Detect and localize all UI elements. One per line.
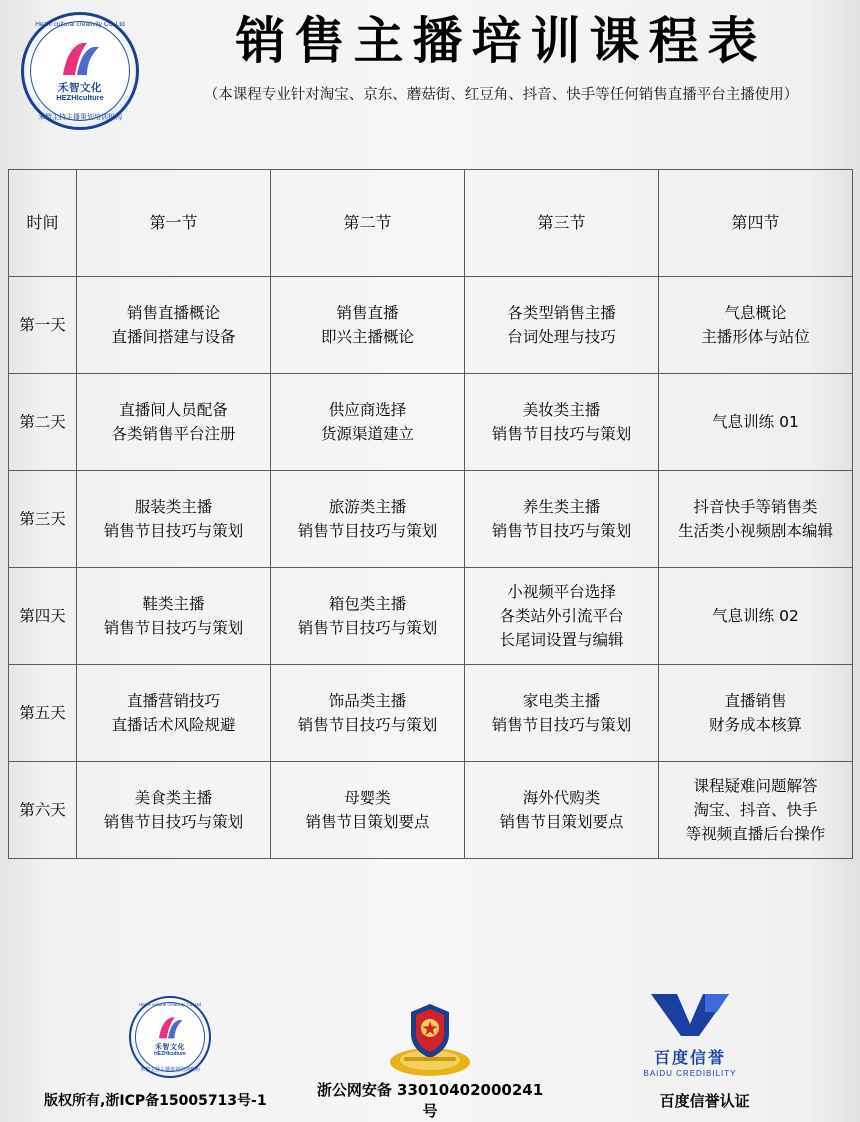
schedule-cell [465, 568, 659, 665]
baidu-v-icon [647, 992, 733, 1038]
swoosh-icon [57, 39, 103, 79]
schedule-cell-line: 销售节目技巧与策划 [297, 522, 438, 540]
schedule-cell [77, 374, 271, 471]
schedule-cell-line: 直播间人员配备 [119, 400, 228, 419]
hezhi-logo-icon-small [129, 996, 211, 1078]
schedule-cell-line: 销售节目策划要点 [305, 813, 430, 831]
police-record-text: 浙公网安备 33010402000241号 [316, 1081, 544, 1120]
page-header [0, 0, 860, 125]
day-label-cell: 第二天 [9, 374, 77, 471]
schedule-cell-line: 美妆类主播 [522, 400, 601, 419]
schedule-cell-line: 销售节目技巧与策划 [491, 425, 632, 443]
schedule-cell-line: 直播话术风险规避 [111, 716, 236, 734]
schedule-cell [659, 665, 853, 762]
baidu-label-cn: 百度信誉 [653, 1048, 726, 1067]
schedule-cell [659, 568, 853, 665]
footer-badge-hezhi [70, 996, 270, 1078]
schedule-cell-line: 财务成本核算 [708, 716, 802, 734]
schedule-cell-line: 各类型销售主播 [507, 303, 616, 322]
schedule-cell [77, 568, 271, 665]
schedule-cell [271, 762, 465, 859]
brand-logo-wrap [0, 8, 160, 130]
schedule-cell-line: 抖音快手等销售类 [693, 497, 818, 516]
schedule-cell-line: 供应商选择 [328, 400, 407, 419]
schedule-cell-line: 销售直播 [336, 303, 399, 322]
hezhi-logo-icon [21, 12, 139, 130]
day-label-cell: 第四天 [9, 568, 77, 665]
schedule-cell-line: 销售节目技巧与策划 [491, 522, 632, 540]
schedule-cell [271, 471, 465, 568]
schedule-cell-line: 箱包类主播 [328, 594, 407, 613]
column-header-period-1: 第一节 [77, 170, 271, 277]
schedule-cell [271, 277, 465, 374]
schedule-cell-line: 家电类主播 [522, 691, 601, 710]
schedule-cell-line: 即兴主播概论 [320, 328, 414, 346]
logo-name-en-small: HEZHIculture [154, 1051, 186, 1057]
column-header-period-4: 第四节 [659, 170, 853, 277]
table-row [9, 762, 853, 859]
schedule-cell [465, 762, 659, 859]
schedule-cell [465, 471, 659, 568]
schedule-cell-line: 小视频平台选择 [507, 582, 616, 601]
schedule-cell-line: 货源渠道建立 [320, 425, 414, 443]
footer-badges [0, 982, 860, 1078]
schedule-cell [77, 762, 271, 859]
schedule-cell-line: 课程疑难问题解答 [693, 776, 818, 795]
table-row [9, 665, 853, 762]
schedule-cell-line: 生活类小视频剧本编辑 [677, 522, 833, 540]
table-row [9, 374, 853, 471]
table-row [9, 568, 853, 665]
copyright-text: 版权所有,浙ICP备15005713号-1 [44, 1093, 267, 1109]
schedule-cell-line: 等视频直播后台操作 [685, 825, 826, 843]
footer-badge-police [330, 1000, 530, 1078]
schedule-cell [659, 471, 853, 568]
baidu-label-en: BAIDU CREDIBILITY [643, 1069, 737, 1078]
title-block [160, 8, 860, 104]
schedule-cell-line: 直播间搭建与设备 [111, 328, 236, 346]
schedule-cell-line: 主播形体与站位 [701, 328, 810, 346]
day-label-cell: 第一天 [9, 277, 77, 374]
schedule-cell-line: 销售直播概论 [126, 303, 220, 322]
schedule-cell-line: 销售节目技巧与策划 [103, 813, 244, 831]
table-row [9, 471, 853, 568]
schedule-cell-line: 气息概论 [724, 303, 787, 322]
page-title: 销售主播培训课程表 [235, 11, 767, 70]
table-header-row [9, 170, 853, 277]
baidu-caption-text: 百度信誉认证 [659, 1091, 750, 1110]
schedule-cell [465, 374, 659, 471]
schedule-cell-line: 销售节目技巧与策划 [103, 619, 244, 637]
schedule-table [8, 169, 853, 859]
schedule-cell-line: 饰品类主播 [328, 691, 407, 710]
schedule-cell-line: 长尾词设置与编辑 [499, 631, 624, 649]
schedule-cell [465, 665, 659, 762]
schedule-cell-line: 旅游类主播 [328, 497, 407, 516]
schedule-cell-line: 气息训练 02 [712, 606, 799, 625]
schedule-cell-line: 台词处理与技巧 [507, 328, 616, 346]
footer-text-row [0, 1078, 860, 1122]
schedule-cell-line: 海外代购类 [522, 788, 601, 807]
schedule-cell-line: 直播营销技巧 [126, 691, 220, 710]
logo-arc-bottom-text: 禾智主持主播策划培训机构 [38, 114, 122, 121]
schedule-cell-line: 销售节目技巧与策划 [297, 619, 438, 637]
baidu-credibility-mark [630, 992, 750, 1078]
day-label-cell: 第三天 [9, 471, 77, 568]
page-subtitle: （本课程专业针对淘宝、京东、蘑菇街、红豆角、抖音、快手等任何销售直播平台主播使用） [203, 86, 799, 103]
schedule-cell-line: 服装类主播 [134, 497, 213, 516]
schedule-cell [271, 374, 465, 471]
police-emblem-icon [387, 1000, 473, 1078]
schedule-cell [77, 665, 271, 762]
schedule-cell [659, 374, 853, 471]
schedule-cell-line: 各类站外引流平台 [499, 606, 624, 625]
swoosh-icon-small [155, 1015, 185, 1041]
schedule-table-body [9, 277, 853, 859]
schedule-cell-line: 养生类主播 [522, 497, 601, 516]
schedule-cell [77, 471, 271, 568]
schedule-cell-line: 淘宝、抖音、快手 [693, 800, 818, 819]
schedule-table-wrap [0, 125, 860, 859]
schedule-cell [659, 762, 853, 859]
logo-name-en: HEZHIculture [56, 93, 104, 102]
schedule-cell-line: 销售节目策划要点 [499, 813, 624, 831]
column-header-time: 时间 [9, 170, 77, 277]
schedule-cell [271, 568, 465, 665]
schedule-cell-line: 母婴类 [344, 788, 391, 807]
schedule-cell [271, 665, 465, 762]
logo-name-cn-small: 禾智文化 [155, 1044, 185, 1051]
column-header-period-3: 第三节 [465, 170, 659, 277]
page-footer [0, 982, 860, 1122]
footer-badge-baidu [590, 992, 790, 1078]
schedule-cell-line: 美食类主播 [134, 788, 213, 807]
logo-arc-top-text-small: Hezhi cultural creativity Co.,Ltd [138, 1002, 202, 1007]
column-header-period-2: 第二节 [271, 170, 465, 277]
schedule-cell-line: 鞋类主播 [142, 594, 205, 613]
schedule-cell [77, 277, 271, 374]
schedule-cell [659, 277, 853, 374]
day-label-cell: 第六天 [9, 762, 77, 859]
schedule-cell-line: 销售节目技巧与策划 [491, 716, 632, 734]
schedule-cell-line: 销售节目技巧与策划 [297, 716, 438, 734]
table-row [9, 277, 853, 374]
logo-arc-bottom-text-small: 禾智主持主播策划培训机构 [139, 1067, 200, 1073]
schedule-cell-line: 直播销售 [724, 691, 787, 710]
schedule-cell-line: 销售节目技巧与策划 [103, 522, 244, 540]
schedule-cell [465, 277, 659, 374]
logo-arc-top-text: Hezhi cultural creativity Co.,Ltd [35, 21, 125, 28]
day-label-cell: 第五天 [9, 665, 77, 762]
logo-name-cn: 禾智文化 [58, 82, 102, 94]
schedule-cell-line: 气息训练 01 [712, 412, 799, 431]
schedule-cell-line: 各类销售平台注册 [111, 425, 236, 443]
